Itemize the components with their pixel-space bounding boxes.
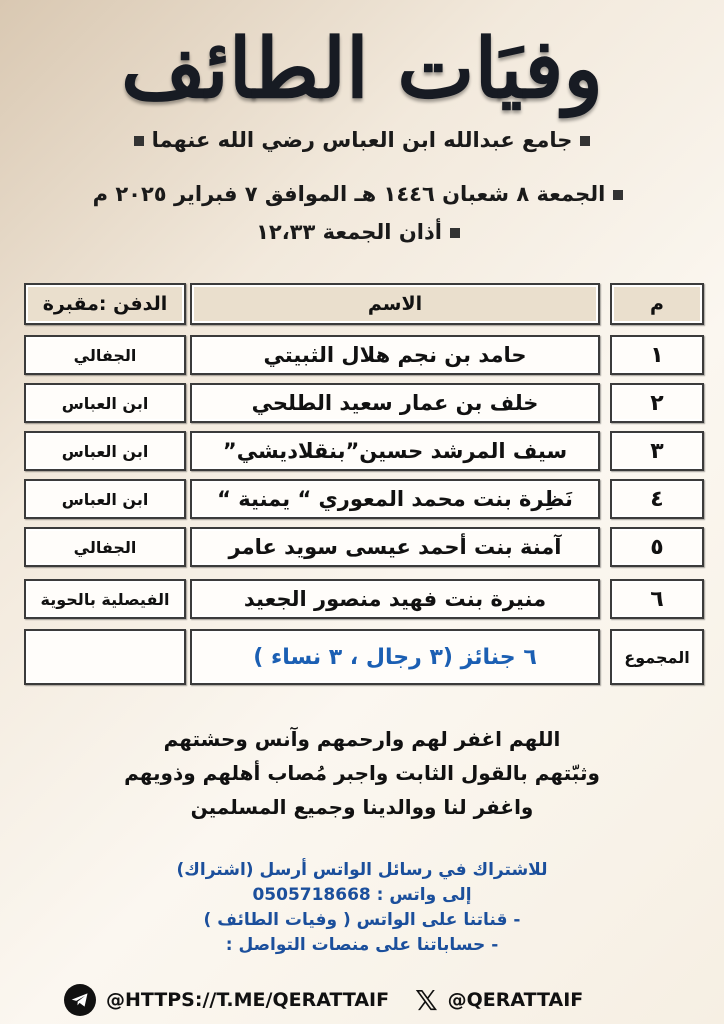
subscribe-phone[interactable]: إلى واتس : 0505718668 xyxy=(252,885,472,905)
subscribe-line: - قناتنا على الواتس ( وفيات الطائف ) xyxy=(203,910,521,930)
row-num: ١ xyxy=(610,335,704,375)
bullet-square-icon xyxy=(580,136,590,146)
dua-line: واغفر لنا ووالدينا وجميع المسلمين xyxy=(190,795,534,819)
row-num: ٦ xyxy=(610,579,704,619)
social-links xyxy=(64,982,664,1018)
row-name: نَظِرة بنت محمد المعوري “ يمنية “ xyxy=(190,479,600,519)
header-name: الاسم xyxy=(190,283,600,325)
total-empty-cell xyxy=(24,629,186,685)
date-line xyxy=(0,182,724,206)
adhan-line xyxy=(0,220,724,244)
row-num: ٣ xyxy=(610,431,704,471)
subscribe-block xyxy=(0,858,724,958)
subscribe-line: - حساباتنا على منصات التواصل : xyxy=(225,935,499,955)
mosque-line xyxy=(0,128,724,152)
row-name: حامد بن نجم هلال الثبيتي xyxy=(190,335,600,375)
row-burial: ابن العباس xyxy=(24,479,186,519)
header-burial: الدفن :مقبرة xyxy=(24,283,186,325)
row-burial: الجفالي xyxy=(24,527,186,567)
adhan-text: أذان الجمعة ١٢،٣٣ xyxy=(256,220,442,244)
row-burial: ابن العباس xyxy=(24,431,186,471)
bullet-square-icon xyxy=(450,228,460,238)
row-name: خلف بن عمار سعيد الطلحي xyxy=(190,383,600,423)
subscribe-line: للاشتراك في رسائل الواتس أرسل (اشتراك) xyxy=(176,860,548,880)
row-name: آمنة بنت أحمد عيسى سويد عامر xyxy=(190,527,600,567)
row-num: ٥ xyxy=(610,527,704,567)
date-text: الجمعة ٨ شعبان ١٤٤٦ هـ الموافق ٧ فبراير ٢٠٢٥ م xyxy=(92,182,606,206)
page-title: وفيَات الطائف xyxy=(121,21,603,117)
dua-block xyxy=(0,722,724,824)
bullet-square-icon xyxy=(613,190,623,200)
x-icon[interactable]: 𝕏 xyxy=(415,983,438,1017)
row-num: ٤ xyxy=(610,479,704,519)
dua-line: اللهم اغفر لهم وارحمهم وآنس وحشتهم xyxy=(163,727,561,751)
row-name: منيرة بنت فهيد منصور الجعيد xyxy=(190,579,600,619)
row-burial: الجفالي xyxy=(24,335,186,375)
telegram-icon[interactable] xyxy=(64,984,96,1016)
bullet-square-icon xyxy=(134,136,144,146)
total-value: ٦ جنائز (٣ رجال ، ٣ نساء ) xyxy=(190,629,600,685)
row-burial: الفيصلية بالحوية xyxy=(24,579,186,619)
x-link[interactable]: @QERATTAIF xyxy=(447,989,584,1011)
total-label: المجموع xyxy=(610,629,704,685)
telegram-link[interactable]: @HTTPS://T.ME/QERATTAIF xyxy=(106,989,390,1011)
row-name: سيف المرشد حسين”بنقلاديشي” xyxy=(190,431,600,471)
row-num: ٢ xyxy=(610,383,704,423)
row-burial: ابن العباس xyxy=(24,383,186,423)
mosque-text: جامع عبدالله ابن العباس رضي الله عنهما xyxy=(151,128,573,152)
header-num: م xyxy=(610,283,704,325)
dua-line: وثبّتهم بالقول الثابت واجبر مُصاب أهلهم وذويهم xyxy=(124,761,600,785)
